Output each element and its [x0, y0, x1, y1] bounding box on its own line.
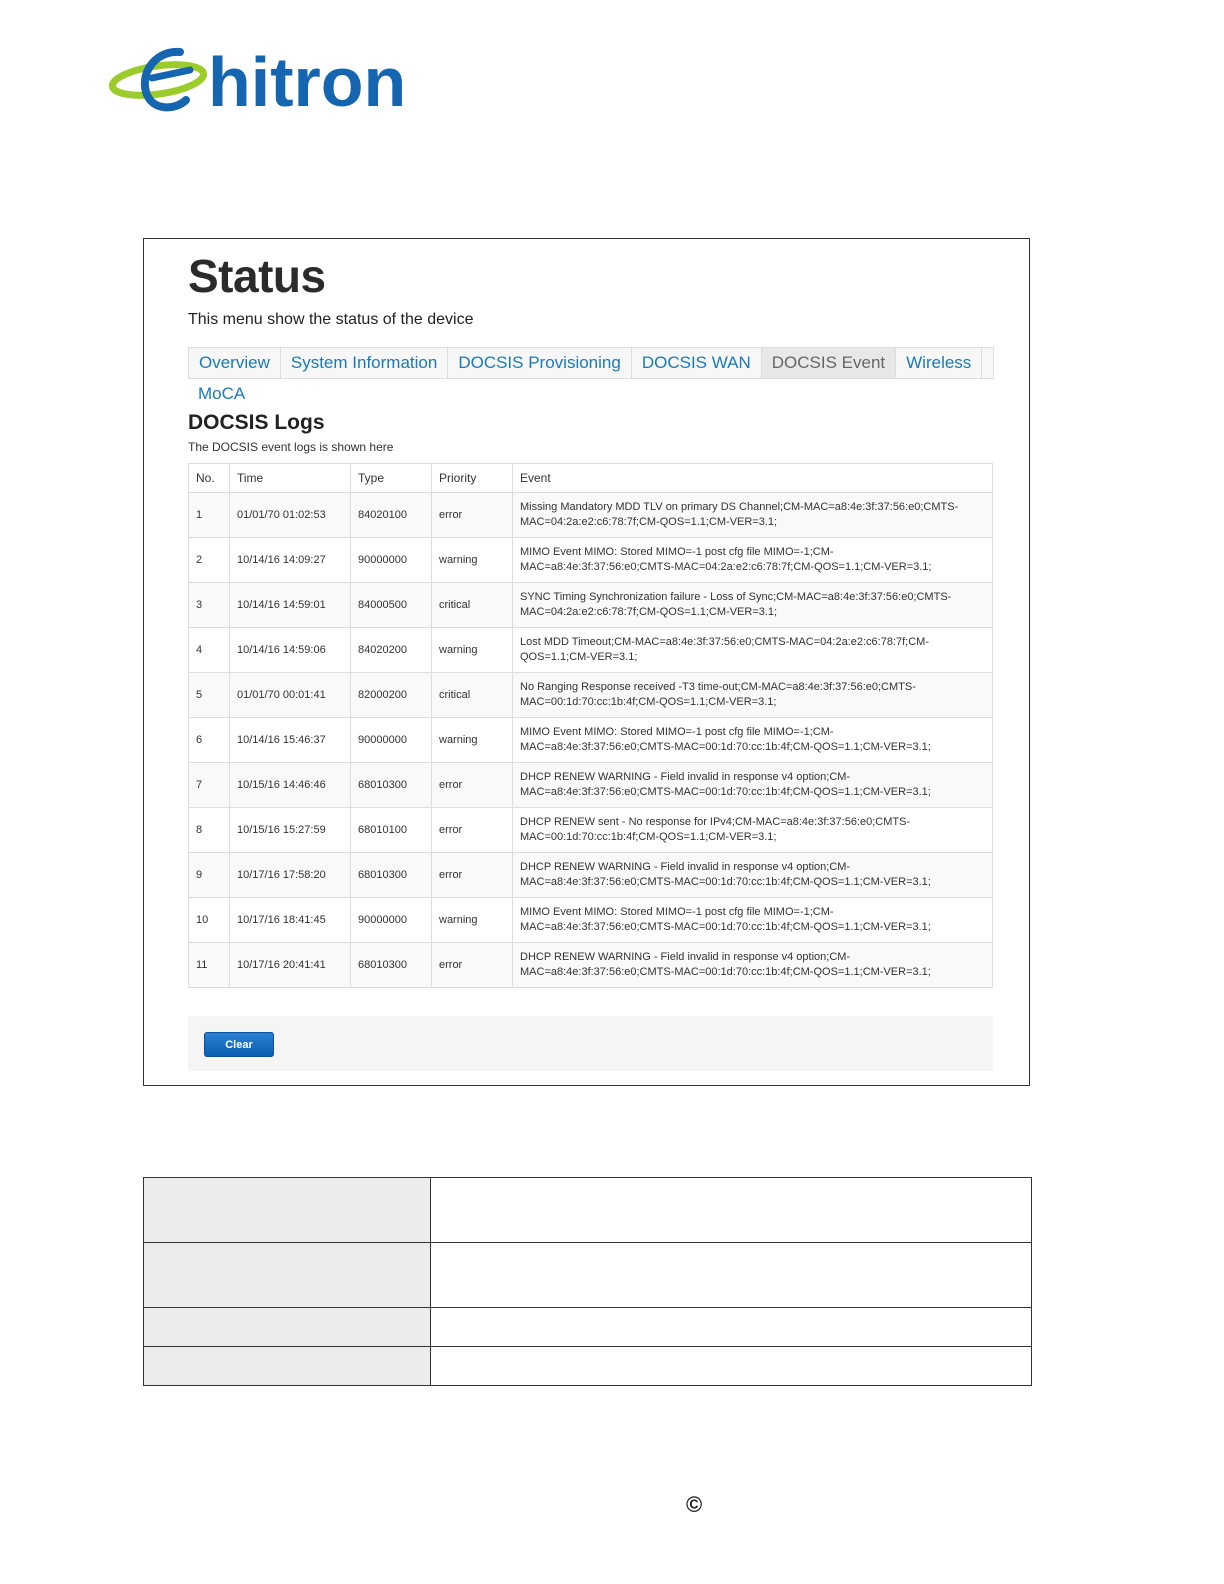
cell-no: 9: [189, 853, 230, 898]
tab-docsis-event[interactable]: DOCSIS Event: [762, 348, 896, 378]
table-row: [189, 493, 993, 538]
label-cell: [144, 1347, 431, 1386]
cell-priority: error: [432, 943, 513, 988]
event-line: MIMO Event MIMO: Stored MIMO=-1 post cfg file MIMO=-1;CM-: [520, 546, 834, 558]
cell-event: [513, 673, 993, 718]
cell-priority: error: [432, 493, 513, 538]
cell-no: 3: [189, 583, 230, 628]
brand-name: hitron: [208, 43, 407, 120]
tab-moca[interactable]: MoCA: [198, 384, 246, 403]
table-row: [189, 943, 993, 988]
cell-type: 84000500: [351, 583, 432, 628]
event-line: DHCP RENEW WARNING - Field invalid in response v4 option;CM-: [520, 771, 851, 783]
event-line: DHCP RENEW sent - No response for IPv4;CM-MAC=a8:4e:3f:37:56:e0;CMTS-: [520, 816, 911, 828]
cell-event: [513, 538, 993, 583]
cell-type: 82000200: [351, 673, 432, 718]
table-row: [144, 1243, 1032, 1308]
description-table: [143, 1177, 1032, 1386]
cell-type: 84020200: [351, 628, 432, 673]
cell-time: 10/14/16 15:46:37: [230, 718, 351, 763]
table-header-row: [189, 464, 993, 493]
cell-no: 4: [189, 628, 230, 673]
tab-docsis-provisioning[interactable]: DOCSIS Provisioning: [448, 348, 632, 378]
tab-docsis-wan[interactable]: DOCSIS WAN: [632, 348, 762, 378]
cell-priority: error: [432, 808, 513, 853]
cell-time: 10/14/16 14:59:06: [230, 628, 351, 673]
docsis-log-table: [188, 463, 993, 988]
header-event: Event: [513, 464, 993, 493]
cell-event: [513, 628, 993, 673]
description-cell: [431, 1178, 1032, 1243]
label-cell: [144, 1243, 431, 1308]
event-line: MAC=a8:4e:3f:37:56:e0;CMTS-MAC=04:2a:e2:c6:78:7f;CM-QOS=1.1;CM-VER=3.1;: [520, 561, 932, 573]
description-cell: [431, 1308, 1032, 1347]
event-line: MAC=a8:4e:3f:37:56:e0;CMTS-MAC=00:1d:70:cc:1b:4f;CM-QOS=1.1;CM-VER=3.1;: [520, 921, 931, 933]
table-row: [144, 1308, 1032, 1347]
cell-no: 5: [189, 673, 230, 718]
label-cell: [144, 1178, 431, 1243]
cell-no: 6: [189, 718, 230, 763]
cell-priority: error: [432, 853, 513, 898]
hitron-logo: [108, 40, 428, 120]
cell-no: 7: [189, 763, 230, 808]
event-line: MIMO Event MIMO: Stored MIMO=-1 post cfg file MIMO=-1;CM-: [520, 726, 834, 738]
action-bar: [188, 1016, 993, 1071]
tab-system-information[interactable]: System Information: [281, 348, 448, 378]
cell-time: 01/01/70 01:02:53: [230, 493, 351, 538]
cell-no: 11: [189, 943, 230, 988]
header-no: No.: [189, 464, 230, 493]
event-line: SYNC Timing Synchronization failure - Loss of Sync;CM-MAC=a8:4e:3f:37:56:e0;CMTS-: [520, 591, 952, 603]
cell-type: 90000000: [351, 718, 432, 763]
cell-no: 2: [189, 538, 230, 583]
cell-priority: warning: [432, 718, 513, 763]
cell-time: 10/14/16 14:59:01: [230, 583, 351, 628]
page-subtitle: This menu show the status of the device: [188, 311, 474, 328]
cell-priority: warning: [432, 898, 513, 943]
cell-time: 01/01/70 00:01:41: [230, 673, 351, 718]
event-line: DHCP RENEW WARNING - Field invalid in response v4 option;CM-: [520, 951, 851, 963]
cell-event: [513, 763, 993, 808]
cell-priority: critical: [432, 583, 513, 628]
table-row: [189, 808, 993, 853]
event-line: MAC=a8:4e:3f:37:56:e0;CMTS-MAC=00:1d:70:cc:1b:4f;CM-QOS=1.1;CM-VER=3.1;: [520, 966, 931, 978]
event-line: Missing Mandatory MDD TLV on primary DS Channel;CM-MAC=a8:4e:3f:37:56:e0;CMTS-: [520, 501, 959, 513]
description-cell: [431, 1347, 1032, 1386]
table-row: [144, 1178, 1032, 1243]
cell-event: [513, 898, 993, 943]
cell-type: 68010100: [351, 808, 432, 853]
cell-type: 84020100: [351, 493, 432, 538]
event-line: MAC=00:1d:70:cc:1b:4f;CM-QOS=1.1;CM-VER=3.1;: [520, 831, 777, 843]
event-line: MAC=00:1d:70:cc:1b:4f;CM-QOS=1.1;CM-VER=3.1;: [520, 696, 777, 708]
event-line: No Ranging Response received -T3 time-out;CM-MAC=a8:4e:3f:37:56:e0;CMTS-: [520, 681, 916, 693]
cell-no: 8: [189, 808, 230, 853]
copyright-symbol: ©: [686, 1492, 703, 1517]
event-line: Lost MDD Timeout;CM-MAC=a8:4e:3f:37:56:e0;CMTS-MAC=04:2a:e2:c6:78:7f;CM-: [520, 636, 929, 648]
status-screenshot: [143, 238, 1030, 1086]
event-line: DHCP RENEW WARNING - Field invalid in response v4 option;CM-: [520, 861, 851, 873]
cell-event: [513, 493, 993, 538]
table-row: [189, 718, 993, 763]
table-row: [189, 538, 993, 583]
event-line: QOS=1.1;CM-VER=3.1;: [520, 651, 638, 663]
cell-priority: critical: [432, 673, 513, 718]
cell-priority: error: [432, 763, 513, 808]
table-row: [189, 763, 993, 808]
tab-wireless[interactable]: Wireless: [896, 348, 982, 378]
cell-time: 10/15/16 14:46:46: [230, 763, 351, 808]
cell-time: 10/14/16 14:09:27: [230, 538, 351, 583]
header-priority: Priority: [432, 464, 513, 493]
cell-priority: warning: [432, 628, 513, 673]
cell-event: [513, 853, 993, 898]
table-row: [189, 853, 993, 898]
cell-priority: warning: [432, 538, 513, 583]
cell-type: 68010300: [351, 943, 432, 988]
cell-time: 10/17/16 18:41:45: [230, 898, 351, 943]
cell-type: 90000000: [351, 538, 432, 583]
description-cell: [431, 1243, 1032, 1308]
cell-event: [513, 583, 993, 628]
header-type: Type: [351, 464, 432, 493]
event-line: MIMO Event MIMO: Stored MIMO=-1 post cfg file MIMO=-1;CM-: [520, 906, 834, 918]
tab-overview[interactable]: Overview: [189, 348, 281, 378]
event-line: MAC=04:2a:e2:c6:78:7f;CM-QOS=1.1;CM-VER=3.1;: [520, 606, 778, 618]
cell-time: 10/17/16 20:41:41: [230, 943, 351, 988]
section-subtitle: The DOCSIS event logs is shown here: [188, 440, 394, 454]
section-title: DOCSIS Logs: [188, 411, 325, 434]
event-line: MAC=a8:4e:3f:37:56:e0;CMTS-MAC=00:1d:70:cc:1b:4f;CM-QOS=1.1;CM-VER=3.1;: [520, 741, 931, 753]
cell-time: 10/17/16 17:58:20: [230, 853, 351, 898]
table-row: [189, 673, 993, 718]
cell-type: 68010300: [351, 853, 432, 898]
cell-event: [513, 718, 993, 763]
event-line: MAC=a8:4e:3f:37:56:e0;CMTS-MAC=00:1d:70:cc:1b:4f;CM-QOS=1.1;CM-VER=3.1;: [520, 786, 931, 798]
tab-bar: [188, 347, 994, 379]
cell-no: 10: [189, 898, 230, 943]
cell-event: [513, 808, 993, 853]
page-title: Status: [188, 250, 326, 302]
table-row: [189, 628, 993, 673]
event-line: MAC=a8:4e:3f:37:56:e0;CMTS-MAC=00:1d:70:cc:1b:4f;CM-QOS=1.1;CM-VER=3.1;: [520, 876, 931, 888]
table-row: [189, 898, 993, 943]
clear-button[interactable]: Clear: [204, 1032, 274, 1057]
cell-time: 10/15/16 15:27:59: [230, 808, 351, 853]
event-line: MAC=04:2a:e2:c6:78:7f;CM-QOS=1.1;CM-VER=3.1;: [520, 516, 778, 528]
table-row: [189, 583, 993, 628]
cell-no: 1: [189, 493, 230, 538]
header-time: Time: [230, 464, 351, 493]
cell-type: 68010300: [351, 763, 432, 808]
cell-type: 90000000: [351, 898, 432, 943]
table-row: [144, 1347, 1032, 1386]
cell-event: [513, 943, 993, 988]
label-cell: [144, 1308, 431, 1347]
